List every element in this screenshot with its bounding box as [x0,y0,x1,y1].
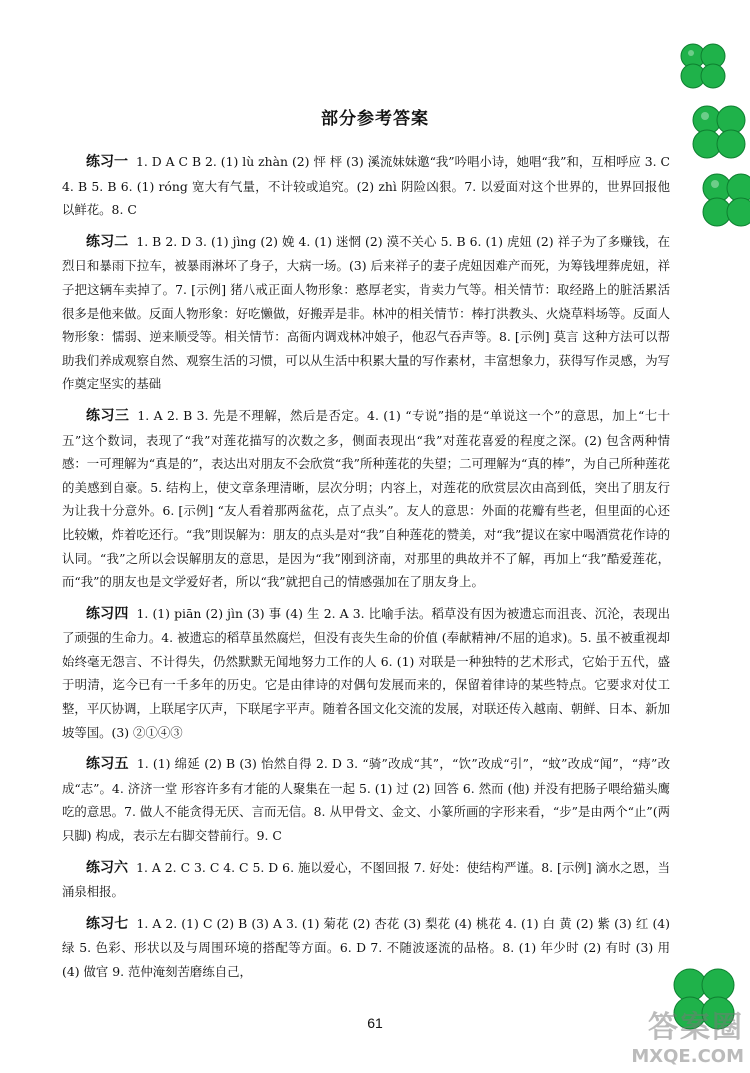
exercise-heading: 练习七 [86,915,129,932]
answer-list [62,150,670,992]
exercise-answers: 1. (1) piān (2) jìn (3) 事 (4) 生 2. A 3. 比喻手法。稻草没有因为被遗忘而沮丧、沉沦，表现出了顽强的生命力。4. 被遗忘的稻草虽然腐烂，但没有丧失生命的价值 (奉献精神/不屈的追求)。5. 虽不被重视却始终毫无怨言、不计得失，仍然默默无闻地努力工作的人 6. (1) 对联是一种独特的艺术形式，它始于五代，盛于明清，迄今已有一千多年的历史。它是由律诗的对偶句发展而来的，保留着律诗的某些特点。它要求对仗工整，平仄协调，上联尾字仄声，下联尾字平声。随着各国文化交流的发展，对联还传入越南、朝鲜、日本、新加坡等国。(3) ②①④③ [62,605,671,740]
exercise-heading: 练习三 [86,407,130,424]
watermark [631,1002,744,1067]
exercise-4 [62,602,670,745]
watermark-url: MXQE.COM [631,1046,744,1067]
exercise-answers: 1. D A C B 2. (1) lù zhàn (2) 怦 枰 (3) 溪流妹妹邀“我”吟唱小诗，她唱“我”和，互相呼应 3. C 4. B 5. B 6. (1) róng 宽大有气量，不计较或追究。(2) zhì 阴险凶狠。7. 以爱面对这个世界的，世界回报他以鲜花。8. C [62,154,671,218]
exercise-7 [62,912,670,984]
exercise-answers: 1. (1) 绵延 (2) B (3) 怡然自得 2. D 3. “骑”改成“其”，“饮”改成“引”，“蚊”改成“闻”，“痔”改成“志”。4. 济济一堂 形容许多有才能的人聚集在一起 5. (1) 过 (2) 回答 6. 然而 (他) 并没有把肠子喂给猫头鹰吃的意思。7. 做人不能贪得无厌、言而无信。8. 从甲骨文、金文、小篆所画的字形来看，“步”是由两个“止”(两只脚) 构成，表示左右脚交替前行。9. C [62,756,670,844]
exercise-heading: 练习二 [86,233,129,250]
exercise-heading: 练习一 [86,154,129,170]
exercise-3 [62,404,670,594]
exercise-5 [62,752,670,847]
exercise-answers: 1. A 2. (1) C (2) B (3) A 3. (1) 菊花 (2) 杏花 (3) 梨花 (4) 桃花 4. (1) 白 黄 (2) 紫 (3) 红 (4) 绿 5. 色彩、形状以及与周围环境的搭配等方面。6. D 7. 不随波逐流的品格。8. (1) 年少时 (2) 有时 (3) 用 (4) 做官 9. 范仲淹刻苦磨练自己， [62,915,670,979]
exercise-6 [62,856,670,904]
exercise-answers: 1. A 2. B 3. 先是不理解，然后是否定。4. (1) “专说”指的是“单说这一个”的意思，加上“七十五”这个数词，表现了“我”对莲花描写的次数之多，侧面表现出“我”对莲花喜爱的程度之深。(2) 包含两种情感：一可理解为“真是的”，表达出对朋友不会欣赏“我”所种莲花的失望；二可理解为“真的棒”，为自己所种莲花的美感到自豪。5. 结构上，使文章条理清晰，层次分明；内容上，对莲花的欣赏层次由高到低，突出了朋友行为让我十分意外。6. [示例] “友人看着那两盆花，点了点头”。友人的意思：外面的花瓣有些老，但里面的心还比较嫩，炸着吃还行。“我”則误解为：朋友的点头是对“我”自种莲花的赞美，对“我”提议在家中喝酒赏花作诗的认同。“我”之所以会误解朋友的意思，是因为“我”刚到济南，对那里的典故并不了解，再加上“我”酷爱莲花，而“我”的朋友也是文学爱好者，所以“我”就把自己的情感强加在了朋友身上。 [62,407,670,590]
exercise-answers: 1. B 2. D 3. (1) jìng (2) 娩 4. (1) 迷惘 (2) 漠不关心 5. B 6. (1) 虎妞 (2) 祥子为了多赚钱，在烈日和暴雨下拉车，被暴雨淋坏了身子，大病一场。(3) 后来祥子的妻子虎妞因难产而死，为筹钱埋葬虎妞，祥子把这辆车卖掉了。7. [示例] 猪八戒正面人物形象：憨厚老实，肯卖力气等。相关情节：取经路上的脏活累活很多是他来做。反面人物形象：好吃懒做，好搬弄是非。林冲的相关情节：棒打洪教头、火烧草料场等。反面人物形象：懦弱、逆来顺受等。相关情节：高衙内调戏林冲娘子，他忍气吞声等。8. [示例] 莫言 这种方法可以帮助我们养成观察自然、观察生活的习惯，可以从生活中积累大量的写作素材，丰富想象力，获得写作灵感，为写作奠定坚实的基础 [62,233,671,392]
watermark-logo: 答案圈 [648,1010,744,1045]
page-title: 部分参考答案 [321,109,429,129]
exercise-heading: 练习五 [86,756,129,773]
exercise-2 [62,230,670,396]
exercise-1 [62,150,670,222]
exercise-answers: 1. A 2. C 3. C 4. C 5. D 6. 施以爱心，不图回报 7. 好处：使结构严谨。8. [示例] 滴水之恩，当涌泉相报。 [62,859,671,900]
exercise-heading: 练习六 [86,859,129,876]
page-number: 61 [367,1015,383,1031]
exercise-heading: 练习四 [86,605,129,622]
